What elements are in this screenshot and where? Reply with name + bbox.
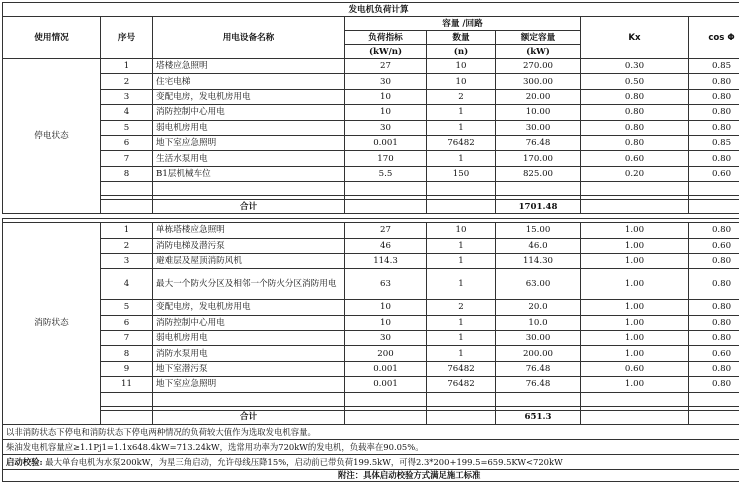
cell-kx: 0.60	[581, 151, 689, 166]
total-value-outage: 1701.48	[496, 200, 581, 214]
cell-cos: 0.80	[689, 105, 739, 120]
cell-load: 114.3	[345, 253, 427, 268]
cell-rated: 63.00	[496, 269, 581, 300]
table-row	[3, 151, 739, 166]
cell-qty: 1	[427, 315, 496, 330]
cell-kx: 0.80	[581, 105, 689, 120]
cell-qty: 76482	[427, 135, 496, 150]
table-row	[3, 166, 739, 181]
cell-device: 消防控制中心用电	[153, 315, 345, 330]
cell-device: 弱电机房用电	[153, 120, 345, 135]
cell-rated: 20.0	[496, 300, 581, 315]
cell-kx: 1.00	[581, 223, 689, 238]
header-cosphi: cos Φ	[689, 17, 739, 59]
cell-rated: 76.48	[496, 135, 581, 150]
cell-kx: 0.20	[581, 166, 689, 181]
cell-device: 弱电机房用电	[153, 331, 345, 346]
cell-kx: 1.00	[581, 238, 689, 253]
cell-rated: 170.00	[496, 151, 581, 166]
cell-qty: 150	[427, 166, 496, 181]
cell-index: 5	[101, 300, 153, 315]
cell-qty: 1	[427, 269, 496, 300]
cell-index: 8	[101, 346, 153, 361]
cell-load: 0.001	[345, 377, 427, 392]
cell-cos: 0.80	[689, 361, 739, 376]
cell-load: 30	[345, 74, 427, 89]
cell-rated: 270.00	[496, 59, 581, 74]
cell-index: 1	[101, 59, 153, 74]
cell-index: 3	[101, 89, 153, 104]
cell-index: 3	[101, 253, 153, 268]
cell-load: 0.001	[345, 135, 427, 150]
cell-index: 7	[101, 151, 153, 166]
cell-rated: 76.48	[496, 361, 581, 376]
cell-cos: 0.80	[689, 120, 739, 135]
cell-device: 变配电房，发电机房用电	[153, 89, 345, 104]
cell-qty: 1	[427, 120, 496, 135]
cell-load: 200	[345, 346, 427, 361]
cell-cos: 0.80	[689, 253, 739, 268]
note-line-3	[3, 454, 739, 469]
total-row	[3, 410, 739, 424]
cell-index: 11	[101, 377, 153, 392]
cell-device: 单栋塔楼应急照明	[153, 223, 345, 238]
cell-load: 63	[345, 269, 427, 300]
cell-qty: 1	[427, 151, 496, 166]
cell-device: 生活水泵用电	[153, 151, 345, 166]
cell-load: 10	[345, 89, 427, 104]
table-row	[3, 105, 739, 120]
cell-cos: 0.80	[689, 269, 739, 300]
cell-qty: 2	[427, 89, 496, 104]
cell-device: 住宅电梯	[153, 74, 345, 89]
total-row	[3, 200, 739, 214]
cell-index: 4	[101, 269, 153, 300]
table-row	[3, 74, 739, 89]
cell-index: 4	[101, 105, 153, 120]
cell-index: 2	[101, 74, 153, 89]
cell-kx: 1.00	[581, 269, 689, 300]
cell-load: 10	[345, 300, 427, 315]
cell-index: 5	[101, 120, 153, 135]
note-line-2: 柴油发电机容量应≥1.1Pj1=1.1x648.4kW=713.24kW，选常用功率为720kW的发电机，负载率在90.05%。	[3, 439, 739, 454]
cell-cos: 0.80	[689, 377, 739, 392]
cell-qty: 1	[427, 253, 496, 268]
header-rated-unit: (kW)	[496, 45, 581, 59]
cell-device: 避难层及屋顶消防风机	[153, 253, 345, 268]
header-quantity-unit: (n)	[427, 45, 496, 59]
cell-index: 6	[101, 135, 153, 150]
cell-cos: 0.80	[689, 89, 739, 104]
cell-kx: 1.00	[581, 346, 689, 361]
cell-rated: 76.48	[496, 377, 581, 392]
cell-load: 0.001	[345, 361, 427, 376]
cell-device: 消防控制中心用电	[153, 105, 345, 120]
cell-kx: 1.00	[581, 377, 689, 392]
cell-device: 地下室应急照明	[153, 377, 345, 392]
header-load-unit: (kW/n)	[345, 45, 427, 59]
cell-rated: 114.30	[496, 253, 581, 268]
cell-device: B1层机械车位	[153, 166, 345, 181]
table-row	[3, 331, 739, 346]
cell-rated: 300.00	[496, 74, 581, 89]
cell-rated: 15.00	[496, 223, 581, 238]
cell-cos: 0.85	[689, 135, 739, 150]
cell-index: 1	[101, 223, 153, 238]
cell-device: 塔楼应急照明	[153, 59, 345, 74]
cell-cos: 0.60	[689, 166, 739, 181]
start-check-text: 最大单台电机为水泵200kW，为星三角启动，允许母线压降15%，启动前已带负荷199.5kW，可得2.3*200+199.5=659.5KW<720kW	[45, 456, 563, 467]
cell-load: 27	[345, 59, 427, 74]
table-row	[3, 135, 739, 150]
table-row	[3, 269, 739, 300]
cell-rated: 46.0	[496, 238, 581, 253]
cell-qty: 2	[427, 300, 496, 315]
cell-load: 5.5	[345, 166, 427, 181]
table-title: 发电机负荷计算	[3, 3, 739, 17]
cell-cos: 0.60	[689, 238, 739, 253]
cell-device: 地下室潜污泵	[153, 361, 345, 376]
cell-load: 46	[345, 238, 427, 253]
cell-index: 9	[101, 361, 153, 376]
cell-load: 27	[345, 223, 427, 238]
cell-kx: 1.00	[581, 300, 689, 315]
cell-rated: 10.0	[496, 315, 581, 330]
table-row	[3, 223, 739, 238]
cell-kx: 0.80	[581, 89, 689, 104]
cell-qty: 10	[427, 74, 496, 89]
note-line-1: 以非消防状态下停电和消防状态下停电两种情况的负荷较大值作为选取发电机容量。	[3, 424, 739, 439]
cell-index: 8	[101, 166, 153, 181]
cell-rated: 20.00	[496, 89, 581, 104]
cell-rated: 200.00	[496, 346, 581, 361]
cell-load: 170	[345, 151, 427, 166]
cell-device: 地下室应急照明	[153, 135, 345, 150]
cell-load: 30	[345, 331, 427, 346]
section-label-fire: 消防状态	[3, 223, 101, 425]
cell-rated: 30.00	[496, 120, 581, 135]
generator-load-table	[2, 2, 739, 482]
cell-cos: 0.60	[689, 346, 739, 361]
table-row	[3, 346, 739, 361]
cell-qty: 1	[427, 105, 496, 120]
table-row	[3, 89, 739, 104]
cell-kx: 0.80	[581, 135, 689, 150]
cell-cos: 0.80	[689, 223, 739, 238]
cell-device: 变配电房，发电机房用电	[153, 300, 345, 315]
header-quantity: 数量	[427, 31, 496, 45]
cell-rated: 10.00	[496, 105, 581, 120]
cell-load: 10	[345, 315, 427, 330]
cell-kx: 1.00	[581, 315, 689, 330]
header-kx: Kx	[581, 17, 689, 59]
total-label-outage: 合计	[153, 200, 345, 214]
cell-kx: 0.50	[581, 74, 689, 89]
table-row-empty	[3, 182, 739, 196]
cell-kx: 1.00	[581, 331, 689, 346]
table-row	[3, 59, 739, 74]
cell-qty: 76482	[427, 361, 496, 376]
table-row	[3, 253, 739, 268]
cell-load: 30	[345, 120, 427, 135]
cell-kx: 0.30	[581, 59, 689, 74]
cell-cos: 0.80	[689, 300, 739, 315]
header-capacity-group: 容量 /回路	[345, 17, 581, 31]
header-rated: 额定容量	[496, 31, 581, 45]
header-usage: 使用情况	[3, 17, 101, 59]
cell-device: 消防电梯及潜污泵	[153, 238, 345, 253]
table-row	[3, 361, 739, 376]
cell-index: 7	[101, 331, 153, 346]
cell-cos: 0.80	[689, 315, 739, 330]
table-row	[3, 315, 739, 330]
section-label-outage: 停电状态	[3, 59, 101, 214]
table-row	[3, 120, 739, 135]
table-row	[3, 300, 739, 315]
cell-cos: 0.80	[689, 331, 739, 346]
cell-qty: 10	[427, 223, 496, 238]
total-value-fire: 651.3	[496, 410, 581, 424]
header-index: 序号	[101, 17, 153, 59]
start-check-label: 启动校验:	[6, 456, 43, 467]
cell-cos: 0.80	[689, 151, 739, 166]
cell-rated: 30.00	[496, 331, 581, 346]
cell-kx: 1.00	[581, 253, 689, 268]
cell-load: 10	[345, 105, 427, 120]
cell-kx: 0.80	[581, 120, 689, 135]
cell-cos: 0.80	[689, 74, 739, 89]
table-row-empty	[3, 392, 739, 406]
cell-qty: 76482	[427, 377, 496, 392]
note-line-4: 附注：具体启动校验方式满足施工标准	[3, 469, 739, 481]
cell-index: 6	[101, 315, 153, 330]
cell-rated: 825.00	[496, 166, 581, 181]
header-load-index: 负荷指标	[345, 31, 427, 45]
cell-device: 消防水泵用电	[153, 346, 345, 361]
cell-qty: 1	[427, 331, 496, 346]
table-row	[3, 377, 739, 392]
total-label-fire: 合计	[153, 410, 345, 424]
cell-device: 最大一个防火分区及相邻一个防火分区消防用电	[153, 269, 345, 300]
cell-qty: 1	[427, 346, 496, 361]
cell-index: 2	[101, 238, 153, 253]
cell-cos: 0.85	[689, 59, 739, 74]
cell-qty: 1	[427, 238, 496, 253]
cell-qty: 10	[427, 59, 496, 74]
table-row	[3, 238, 739, 253]
cell-kx: 0.60	[581, 361, 689, 376]
header-device: 用电设备名称	[153, 17, 345, 59]
